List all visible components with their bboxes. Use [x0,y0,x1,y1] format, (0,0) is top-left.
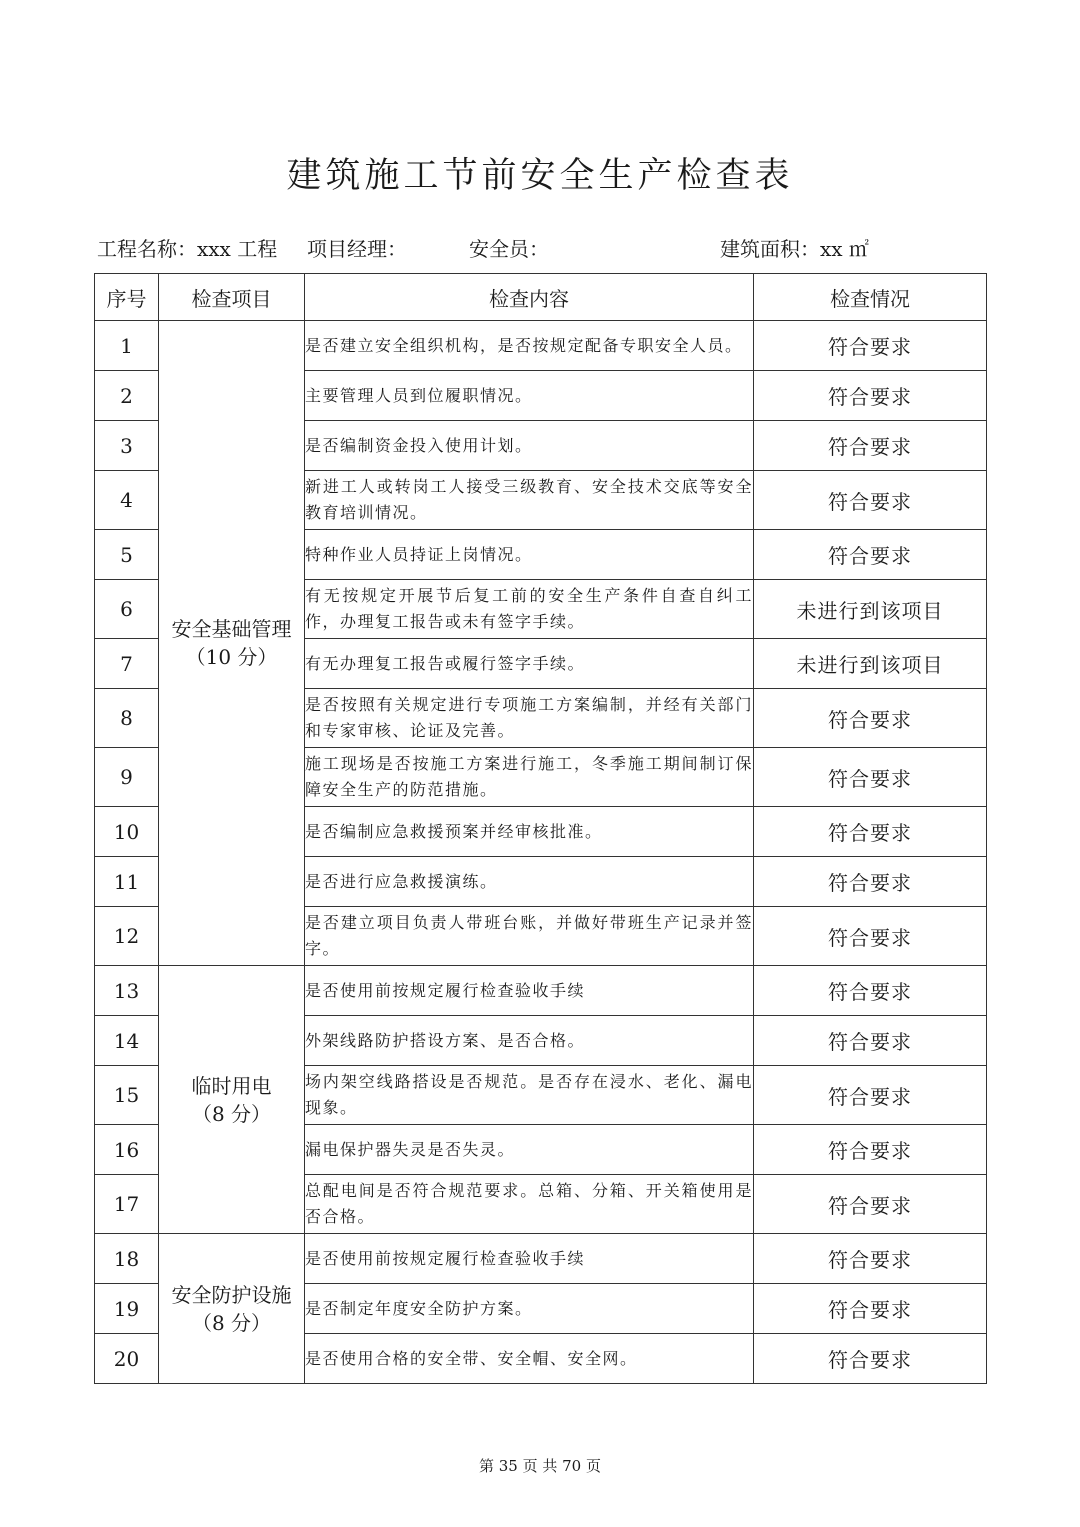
category-cell [159,966,305,1234]
check-status: 符合要求 [754,1066,987,1125]
check-content: 新进工人或转岗工人接受三级教育、安全技术交底等安全教育培训情况。 [305,471,754,530]
building-area: 建筑面积：xx ㎡ [720,237,869,261]
row-number: 10 [95,807,159,857]
category-cell [159,321,305,966]
check-status: 符合要求 [754,1284,987,1334]
row-number: 1 [95,321,159,371]
check-status: 符合要求 [754,471,987,530]
row-number: 19 [95,1284,159,1334]
check-content: 有无按规定开展节后复工前的安全生产条件自查自纠工作，办理复工报告或未有签字手续。 [305,580,754,639]
check-content: 是否使用前按规定履行检查验收手续 [305,1234,754,1284]
table-header-row [95,274,987,321]
table-row [95,321,987,371]
category-name: 临时用电 [191,1073,272,1098]
project-info-line [97,228,987,264]
row-number: 13 [95,966,159,1016]
check-content: 总配电间是否符合规范要求。总箱、分箱、开关箱使用是否合格。 [305,1175,754,1234]
safety-officer: 安全员： [469,237,549,261]
check-status: 符合要求 [754,748,987,807]
check-content: 特种作业人员持证上岗情况。 [305,530,754,580]
page-footer: 第 35 页 共 70 页 [478,1457,601,1475]
check-status: 符合要求 [754,1175,987,1234]
row-number: 2 [95,371,159,421]
header-no: 序号 [95,274,159,321]
inspection-table [94,273,987,1384]
check-content: 是否按照有关规定进行专项施工方案编制，并经有关部门和专家审核、论证及完善。 [305,689,754,748]
check-content: 是否使用合格的安全带、安全帽、安全网。 [305,1334,754,1384]
row-number: 17 [95,1175,159,1234]
check-content: 是否制定年度安全防护方案。 [305,1284,754,1334]
check-status: 符合要求 [754,530,987,580]
header-status: 检查情况 [754,274,987,321]
row-number: 4 [95,471,159,530]
check-content: 主要管理人员到位履职情况。 [305,371,754,421]
check-content: 是否进行应急救援演练。 [305,857,754,907]
check-content: 是否使用前按规定履行检查验收手续 [305,966,754,1016]
row-number: 9 [95,748,159,807]
check-content: 漏电保护器失灵是否失灵。 [305,1125,754,1175]
row-number: 15 [95,1066,159,1125]
row-number: 6 [95,580,159,639]
row-number: 16 [95,1125,159,1175]
table-row [95,966,987,1016]
header-content: 检查内容 [305,274,754,321]
category-score: （8 分） [191,1310,272,1335]
row-number: 5 [95,530,159,580]
check-content: 有无办理复工报告或履行签字手续。 [305,639,754,689]
table-row [95,1234,987,1284]
check-status: 符合要求 [754,1016,987,1066]
check-status: 符合要求 [754,1234,987,1284]
row-number: 18 [95,1234,159,1284]
header-item: 检查项目 [159,274,305,321]
row-number: 12 [95,907,159,966]
category-score: （8 分） [191,1101,272,1126]
row-number: 3 [95,421,159,471]
check-status: 符合要求 [754,1334,987,1384]
check-status: 符合要求 [754,807,987,857]
check-content: 外架线路防护搭设方案、是否合格。 [305,1016,754,1066]
row-number: 20 [95,1334,159,1384]
check-content: 是否建立项目负责人带班台账，并做好带班生产记录并签字。 [305,907,754,966]
check-content: 是否编制资金投入使用计划。 [305,421,754,471]
check-content: 是否编制应急救援预案并经审核批准。 [305,807,754,857]
check-status: 符合要求 [754,421,987,471]
row-number: 11 [95,857,159,907]
check-status: 符合要求 [754,857,987,907]
check-content: 场内架空线路搭设是否规范。是否存在浸水、老化、漏电现象。 [305,1066,754,1125]
check-status: 符合要求 [754,321,987,371]
check-content: 是否建立安全组织机构，是否按规定配备专职安全人员。 [305,321,754,371]
category-score: （10 分） [185,645,278,669]
check-status: 符合要求 [754,907,987,966]
row-number: 7 [95,639,159,689]
check-status: 符合要求 [754,371,987,421]
check-status: 未进行到该项目 [754,639,987,689]
category-name: 安全基础管理 [171,617,292,641]
check-status: 符合要求 [754,1125,987,1175]
check-status: 符合要求 [754,689,987,748]
project-manager: 项目经理： [307,237,407,261]
row-number: 14 [95,1016,159,1066]
category-cell [159,1234,305,1384]
check-status: 符合要求 [754,966,987,1016]
row-number: 8 [95,689,159,748]
page-title: 建筑施工节前安全生产检查表 [286,156,794,196]
category-name: 安全防护设施 [171,1282,292,1307]
check-status: 未进行到该项目 [754,580,987,639]
project-name: 工程名称：xxx 工程 [97,237,278,261]
check-content: 施工现场是否按施工方案进行施工，冬季施工期间制订保障安全生产的防范措施。 [305,748,754,807]
